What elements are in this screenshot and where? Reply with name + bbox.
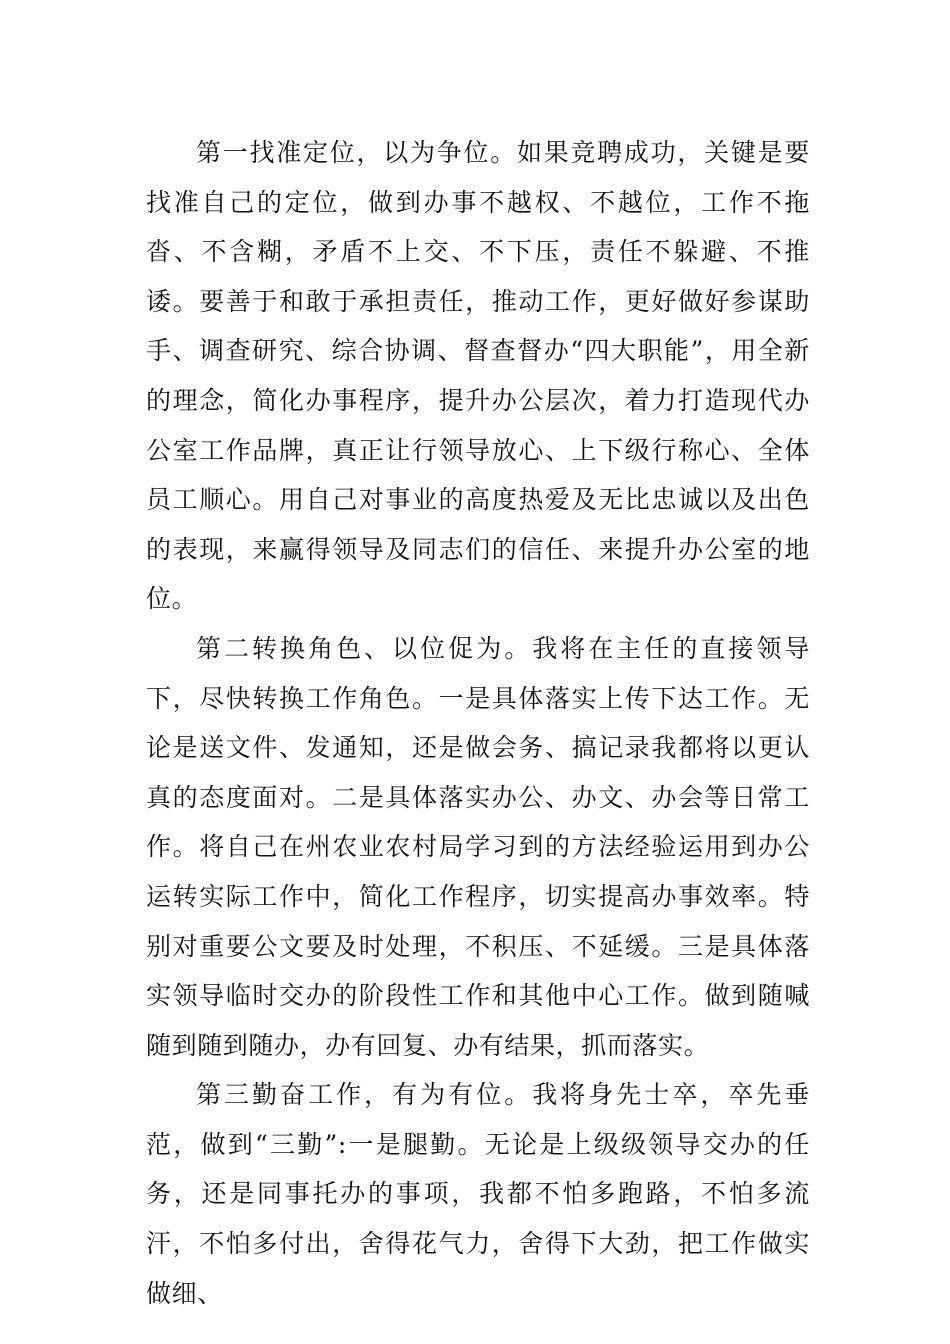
paragraph-find-position: 第一找准定位，以为争位。如果竞聘成功，关键是要找准自己的定位，做到办事不越权、不越位，工作不拖沓、不含糊，矛盾不上交、不下压，责任不躲避、不推诿。要善于和敢于承担责任，推动工作，更好做好参谋助手、调查研究、综合协调、督查督办“四大职能”，用全新的理念，简化办事程序，提升办公层次，着力打造现代办公室工作品牌，真正让行领导放心、上下级行称心、全体员工顺心。用自己对事业的高度热爱及无比忠诚以及出色的表现，来赢得领导及同志们的信任、来提升办公室的地位。 (146, 138, 810, 614)
document-body (146, 128, 810, 1318)
paragraph-work-hard: 第三勤奋工作，有为有位。我将身先士卒，卒先垂范，做到“三勤”:一是腿勤。无论是上级级领导交办的任务，还是同事托办的事项，我都不怕多跑路，不怕多流汗，不怕多付出，舍得花气力，舍得下大劲，把工作做实做细、 (146, 1080, 810, 1308)
paragraph-change-role: 第二转换角色、以位促为。我将在主任的直接领导下，尽快转换工作角色。一是具体落实上传下达工作。无论是送文件、发通知，还是做会务、搞记录我都将以更认真的态度面对。二是具体落实办公、办文、办会等日常工作。将自己在州农业农村局学习到的方法经验运用到办公运转实际工作中，简化工作程序，切实提高办事效率。特别对重要公文要及时处理，不积压、不延缓。三是具体落实领导临时交办的阶段性工作和其他中心工作。做到随喊随到随到随办，办有回复、办有结果，抓而落实。 (146, 633, 810, 1060)
